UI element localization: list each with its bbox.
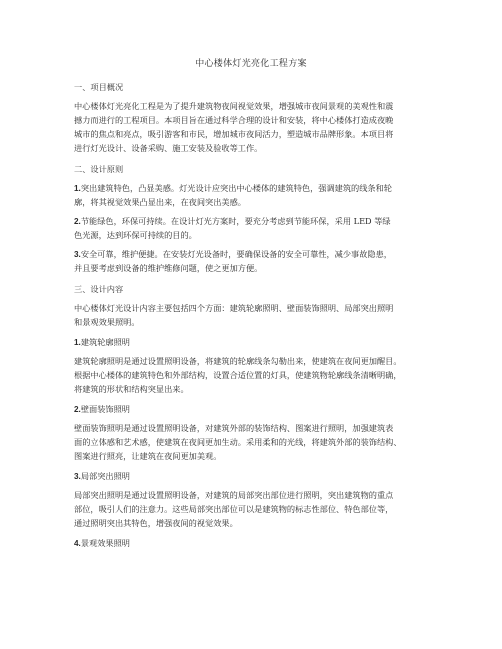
paragraph-line: 图案进行照亮，让建筑在夜间更加美观。 <box>74 451 222 461</box>
subheading-1-text: 建筑轮廓照明 <box>80 337 130 347</box>
principle-2-text: 节能绿色，环保可持续。在设计灯光方案时，要充分考虑到节能环保，采用 LED 等绿 <box>80 216 391 226</box>
section-heading-design-content: 三、设计内容 <box>74 284 124 294</box>
subheading-outline-lighting <box>74 336 434 349</box>
section-heading-overview: 一、项目概况 <box>74 82 124 92</box>
paragraph-line: 壁面装饰照明是通过设置照明设备，对建筑外部的装饰结构、图案进行照明，加强建筑表 <box>74 423 394 433</box>
subheading-landscape-lighting <box>74 537 434 550</box>
principle-2-line <box>74 215 434 228</box>
subheading-2-number: 2. <box>74 405 81 414</box>
principle-1-text: 突出建筑特色，凸显美感。灯光设计应突出中心楼体的建筑特色，强调建筑的线条和轮 <box>80 183 392 193</box>
paragraph-line: 撼力而进行的工程项目。本项目旨在通过科学合理的设计和安装，将中心楼体打造成夜晚 <box>74 115 394 125</box>
paragraph-line: 通过照明突出其特色，增强夜间的视觉效果。 <box>74 518 238 528</box>
section-heading-principles: 二、设计原则 <box>74 164 124 174</box>
subheading-4-number: 4. <box>74 539 81 548</box>
subheading-1-number: 1. <box>74 338 81 347</box>
paragraph-line: 部位，吸引人们的注意力。这些局部突出部位可以是建筑物的标志性部位、特色部位等， <box>74 504 394 514</box>
principle-3-line <box>74 248 434 261</box>
paragraph-line: 建筑轮廓照明是通过设置照明设备，将建筑的轮廓线条勾勒出来，使建筑在夜间更加醒目。 <box>74 356 402 366</box>
principle-1-number: 1. <box>74 184 81 193</box>
paragraph-line: 城市的焦点和亮点，吸引游客和市民，增加城市夜间活力，塑造城市品牌形象。本项目将 <box>74 129 394 139</box>
principle-3-number: 3. <box>74 250 81 259</box>
paragraph-line: 局部突出照明是通过设置照明设备，对建筑的局部突出部位进行照明，突出建筑物的重点 <box>74 490 394 500</box>
principle-1-line <box>74 182 434 195</box>
principle-2-number: 2. <box>74 217 81 226</box>
principle-3-text: 安全可靠，维护便捷。在安装灯光设备时，要确保设备的安全可靠性，减少事故隐患， <box>80 249 392 259</box>
paragraph-line: 进行灯光设计、设备采购、施工安装及验收等工作。 <box>74 143 263 153</box>
paragraph-line: 和景观效果照明。 <box>74 317 140 327</box>
document-title: 中心楼体灯光亮化工程方案 <box>195 59 307 69</box>
paragraph-line: 中心楼体灯光设计内容主要包括四个方面：建筑轮廓照明、壁面装饰照明、局部突出照明 <box>74 303 394 313</box>
paragraph-line: 中心楼体灯光亮化工程是为了提升建筑物夜间视觉效果，增强城市夜间景观的美观性和震 <box>74 101 394 111</box>
subheading-accent-lighting <box>74 470 434 483</box>
subheading-4-text: 景观效果照明 <box>80 538 130 548</box>
paragraph-line: 面的立体感和艺术感，使建筑在夜间更加生动。采用柔和的光线，将建筑外部的装饰结构、 <box>74 437 402 447</box>
subheading-wall-lighting <box>74 403 434 416</box>
paragraph-line: 将建筑的形状和结构突显出来。 <box>74 384 189 394</box>
subheading-2-text: 壁面装饰照明 <box>80 404 130 414</box>
subheading-3-number: 3. <box>74 472 81 481</box>
paragraph-line: 色光源，达到环保可持续的目的。 <box>74 230 197 240</box>
paragraph-line: 根据中心楼体的建筑特色和外部结构，设置合适位置的灯具，使建筑物轮廓线条清晰明确， <box>74 370 402 380</box>
subheading-3-text: 局部突出照明 <box>80 471 130 481</box>
paragraph-line: 并且要考虑到设备的维护维修问题，使之更加方便。 <box>74 263 263 273</box>
paragraph-line: 廓，将其视觉效果凸显出来，在夜间突出美感。 <box>74 197 246 207</box>
